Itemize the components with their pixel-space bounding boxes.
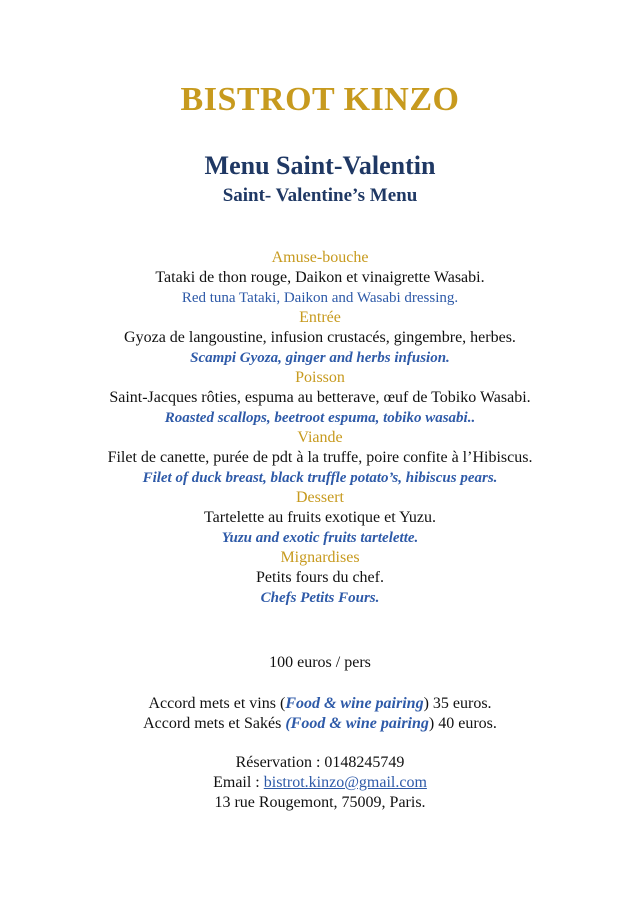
course-en-dessert: Yuzu and exotic fruits tartelette. xyxy=(221,530,419,546)
course-list xyxy=(0,248,640,608)
sake-pairing-line xyxy=(0,714,640,734)
sake-pairing-prefix: Accord mets et Sakés xyxy=(143,715,286,732)
wine-pairing-prefix: Accord mets et vins ( xyxy=(148,695,286,712)
reservation-phone: Réservation : 0148245749 xyxy=(235,754,405,771)
sake-pairing-suffix: ) 40 euros. xyxy=(428,715,497,732)
course-name-poisson: Poisson xyxy=(295,369,345,386)
email-link[interactable]: bistrot.kinzo@gmail.com xyxy=(263,774,427,791)
wine-pairing-suffix: ) 35 euros. xyxy=(423,695,492,712)
course-en-viande: Filet of duck breast, black truffle potato’s, hibiscus pears. xyxy=(142,470,498,486)
course-name-dessert: Dessert xyxy=(296,489,344,506)
course-en-amuse-bouche: Red tuna Tataki, Daikon and Wasabi dressing. xyxy=(181,290,459,306)
pairings xyxy=(0,694,640,734)
course-name-amuse-bouche: Amuse-bouche xyxy=(271,249,369,266)
course-fr-mignardises: Petits fours du chef. xyxy=(256,569,384,586)
course-fr-dessert: Tartelette au fruits exotique et Yuzu. xyxy=(204,509,436,526)
course-en-entree: Scampi Gyoza, ginger and herbs infusion. xyxy=(190,350,450,366)
restaurant-name: BISTROT KINZO xyxy=(180,81,460,118)
contact-block xyxy=(0,753,640,813)
price-per-person: 100 euros / pers xyxy=(269,654,371,671)
course-name-mignardises: Mignardises xyxy=(280,549,360,566)
course-name-viande: Viande xyxy=(297,429,343,446)
course-fr-poisson: Saint-Jacques rôties, espuma au betterave, œuf de Tobiko Wasabi. xyxy=(109,389,531,406)
course-fr-amuse-bouche: Tataki de thon rouge, Daikon et vinaigrette Wasabi. xyxy=(155,269,485,286)
course-en-mignardises: Chefs Petits Fours. xyxy=(260,590,380,606)
address: 13 rue Rougemont, 75009, Paris. xyxy=(214,794,426,811)
course-fr-viande: Filet de canette, purée de pdt à la truffe, poire confite à l’Hibiscus. xyxy=(107,449,533,466)
wine-pairing-highlight: Food & wine pairing xyxy=(285,695,424,712)
course-name-entree: Entrée xyxy=(299,309,341,326)
sake-pairing-highlight: (Food & wine pairing xyxy=(285,715,429,732)
email-line xyxy=(0,773,640,793)
course-en-poisson: Roasted scallops, beetroot espuma, tobiko wasabi.. xyxy=(164,410,476,426)
menu-subtitle: Saint- Valentine’s Menu xyxy=(222,185,418,206)
menu-title: Menu Saint-Valentin xyxy=(204,151,436,180)
email-label: Email : xyxy=(213,774,264,791)
course-fr-entree: Gyoza de langoustine, infusion crustacés, gingembre, herbes. xyxy=(124,329,516,346)
wine-pairing-line xyxy=(0,694,640,714)
